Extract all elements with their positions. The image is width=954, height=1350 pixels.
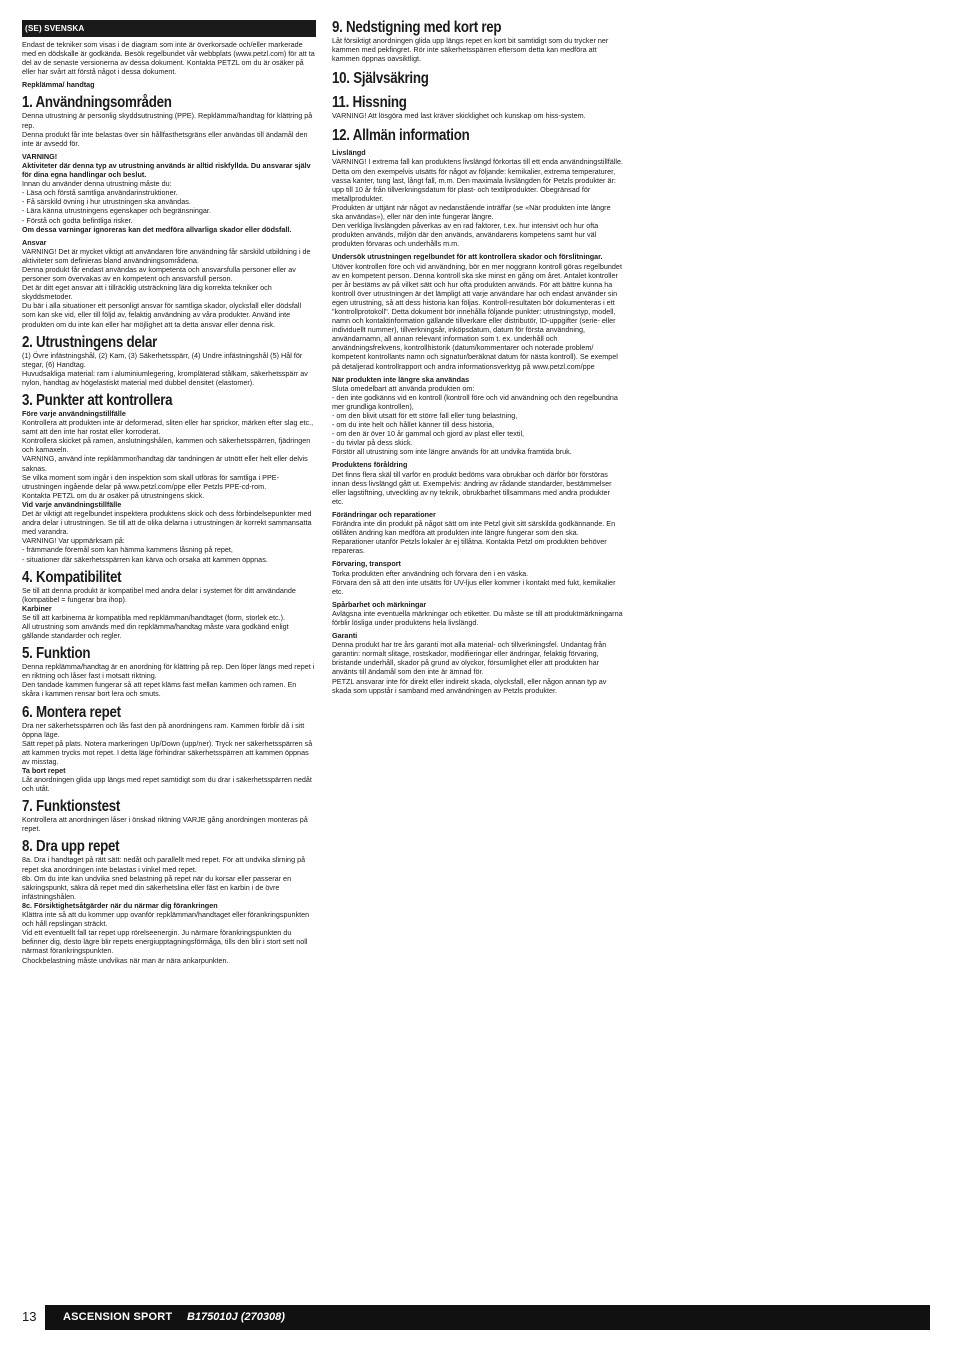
paragraph: Torka produkten efter användning och förvara den i en väska. bbox=[332, 568, 529, 578]
list-item: - Läsa och förstå samtliga användarinstruktioner. bbox=[22, 188, 178, 198]
paragraph: 8b. Om du inte kan undvika sned belastning på repet när du korsar eller passerar en säkringspunkt, säkra då repet med din säkerhetslina eller fäst en karbin i de övre infästningshålen. bbox=[22, 873, 292, 901]
subheading: Förändringar och reparationer bbox=[332, 509, 436, 519]
paragraph: VARNING! I extrema fall kan produktens livslängd förkortas till ett enda användningstillfälle. Detta om den exempelvis utsätts för något av följande: kemikalier, extrema temperaturer, vassa kanter, tung last, långt fall, m.m. Den maximala livslängden för Petzls produkter är: upp till 10 år från tillverkningsdatum för plast- och textilprodukter. Obegränsad för metallprodukter. bbox=[332, 157, 623, 203]
subheading: Ansvar bbox=[22, 237, 47, 247]
section-title-11: 11. Hissning bbox=[332, 94, 407, 112]
section-title-8: 8. Dra upp repet bbox=[22, 838, 120, 856]
subheading: Karbiner bbox=[22, 603, 52, 613]
warning-label: VARNING! bbox=[22, 151, 58, 161]
page-number: 13 bbox=[22, 1309, 37, 1324]
footer-bar bbox=[45, 1305, 930, 1330]
paragraph: VARNING! Det är mycket viktigt att användaren före användning får särskild utbildning i de aktiviteter som definieras bland användningsområdena. bbox=[22, 246, 311, 265]
paragraph: Förstör all utrustning som inte längre används för att undvika framtida bruk. bbox=[332, 447, 572, 457]
paragraph: Denna utrustning är personlig skyddsutrustning (PPE). Repklämma/handtag för klättring på rep. bbox=[22, 111, 313, 130]
subheading: Livslängd bbox=[332, 148, 366, 158]
paragraph: All utrustning som används med din repklämma/handtag måste vara godkänd enligt gällande standarder och regler. bbox=[22, 621, 289, 641]
paragraph: Låt försiktigt anordningen glida upp längs repet en kort bit samtidigt som du trycker ner kammen med pekfingret. Rör inte säkerhetsspärren eftersom detta kan medföra att kammen öppnas oavsiktligt. bbox=[332, 36, 609, 64]
section-title-10: 10. Självsäkring bbox=[332, 70, 429, 88]
section-title-6: 6. Montera repet bbox=[22, 703, 121, 721]
subheading: Vid varje användningstillfälle bbox=[22, 499, 122, 509]
section-title-3: 3. Punkter att kontrollera bbox=[22, 392, 173, 409]
section-title-2: 2. Utrustningens delar bbox=[22, 333, 158, 351]
paragraph: (1) Övre infästningshål, (2) Kam, (3) Säkerhetsspärr, (4) Undre infästningshål (5) Hål för stegar, (6) Handtag. bbox=[22, 350, 303, 369]
paragraph: Den tandade kammen fungerar så att repet kläms fast mellan kammen och ramen. En skåra i kammen rensar bort lera och smuts. bbox=[22, 680, 297, 699]
paragraph: Klättra inte så att du kommer upp ovanför repklämman/handtaget eller förankringspunkten och håll repslingan sträckt. bbox=[22, 910, 310, 929]
paragraph: Låt anordningen glida upp längs med repet samtidigt som du drar i säkerhetsspärren nedåt och utåt. bbox=[22, 775, 312, 794]
subheading: Förvaring, transport bbox=[332, 559, 401, 569]
paragraph: Kontrollera att anordningen låser i önskad riktning VARJE gång anordningen monteras på repet. bbox=[22, 815, 308, 834]
section-title-1: 1. Användningsområden bbox=[22, 94, 172, 112]
subheading: Undersök utrustningen regelbundet för att kontrollera skador och förslitningar. bbox=[332, 252, 603, 262]
paragraph: Chockbelastning måste undvikas när man är nära ankarpunkten. bbox=[22, 955, 229, 965]
list-item: - om du inte helt och hållet känner till dess historia, bbox=[332, 420, 495, 430]
paragraph: Avlägsna inte eventuella märkningar och etiketter. Du måste se till att produktmärkningarna förblir lösliga under produktens hela livslängd. bbox=[332, 608, 623, 627]
paragraph: Förvara den så att den inte utsätts för UV-ljus eller kommer i kontakt med fukt, kemikalier etc. bbox=[332, 577, 616, 596]
subheading: När produkten inte längre ska användas bbox=[332, 374, 470, 384]
paragraph: Det är ditt eget ansvar att i tillräcklig utsträckning lära dig korrekta tekniker och skyddsmetoder. bbox=[22, 283, 272, 302]
list-item: - Lära känna utrustningens egenskaper och begränsningar. bbox=[22, 206, 211, 216]
warning-bold: Aktiviteter där denna typ av utrustning används är alltid riskfyllda. Du ansvarar själv för dina egna handlingar och beslut. bbox=[22, 160, 311, 180]
section-title-7: 7. Funktionstest bbox=[22, 798, 121, 816]
subheading: Produktens föråldring bbox=[332, 460, 408, 470]
left-column bbox=[22, 20, 316, 965]
paragraph: VARNING, använd inte repklämmor/handtag där tandningen är utnött eller helt eller delvis saknas. bbox=[22, 454, 308, 473]
language-header: (SE) SVENSKA bbox=[22, 20, 316, 37]
paragraph: Kontrollera att produkten inte är deformerad, sliten eller har sprickor, märken efter slag etc., samt att den inte har rostat eller korroderat. bbox=[22, 418, 314, 437]
paragraph: Innan du använder denna utrustning måste du: bbox=[22, 179, 172, 189]
section-title-4: 4. Kompatibilitet bbox=[22, 568, 122, 586]
paragraph: Det finns flera skäl till varför en produkt bedöms vara obrukbar och därför bör förstöras innan dess livslängd gått ut. Exempelvis: ändring av rådande standarder, bestämmelser eller lagstiftning, utveckling av ny teknik, obrukbarhet tillsammans med andra produkter etc. bbox=[332, 469, 612, 506]
section-title-12: 12. Allmän information bbox=[332, 127, 470, 145]
list-item: - om den blivit utsatt för ett större fall eller tung belastning, bbox=[332, 411, 518, 420]
paragraph: VARNING! Var uppmärksam på: bbox=[22, 536, 125, 546]
list-item: - om den är över 10 år gammal och gjord av plast eller textil, bbox=[332, 429, 525, 439]
list-item: - situationer där säkerhetsspärren kan kärva och orsaka att kammen öppnas. bbox=[22, 554, 268, 564]
paragraph: Denna repklämma/handtag är en anordning för klättring på rep. Den löper längs med repet i en riktning och låser fast i motsatt riktning. bbox=[22, 662, 315, 681]
paragraph: Den verkliga livslängden påverkas av en rad faktorer, t.ex. hur intensivt och hur ofta produkten används, miljön där den används, användarens kompetens samt hur väl produkten förvaras och underhålls m.m. bbox=[332, 221, 599, 249]
paragraph: Se till att denna produkt är kompatibel med andra delar i systemet för ditt användande (kompatibel = fungerar bra ihop). bbox=[22, 585, 296, 604]
paragraph: Sluta omedelbart att använda produkten om: bbox=[332, 383, 475, 393]
product-type: Repklämma/ handtag bbox=[22, 80, 95, 90]
paragraph: Dra ner säkerhetsspärren och lås fast den på anordningens ram. Kammen förblir då i sitt öppna läge. bbox=[22, 720, 305, 739]
warning-end: Om dessa varningar ignoreras kan det medföra allvarliga skador eller dödsfall. bbox=[22, 224, 292, 234]
paragraph: Du bär i alla situationer ett personligt ansvar för samtliga skador, olycksfall eller dödsfall som kan ske vid, eller till följd av, felaktig användning av våra produkter. Använd inte produkten om du inte kan eller har möjlighet att ta detta ansvar eller denna risk. bbox=[22, 301, 302, 329]
subheading: Spårbarhet och märkningar bbox=[332, 599, 427, 609]
paragraph: Sätt repet på plats. Notera markeringen Up/Down (upp/ner). Tryck ner säkerhetsspärren så att kammen trycks mot repet. I detta läge förhindrar säkerhetsspärren att kammen öppnas av misstag. bbox=[22, 738, 313, 766]
list-item: - Få särskild övning i hur utrustningen ska användas. bbox=[22, 197, 191, 207]
subheading: Garanti bbox=[332, 631, 358, 641]
paragraph: Reparationer utanför Petzls lokaler är ej tillåtna. Kontakta Petzl om produkten behöver repareras. bbox=[332, 537, 607, 556]
list-item: - den inte godkänns vid en kontroll (kontroll före och vid användning och den regelbundna mer grundliga kontrollen), bbox=[332, 392, 618, 411]
subheading: Före varje användningstillfälle bbox=[22, 409, 126, 418]
paragraph: Vid ett eventuellt fall tar repet upp rörelseenergin. Ju närmare förankringspunkten du befinner dig, desto lägre blir repets energiupptagningsförmåga, tills den blir i stort sett noll närmast förankringspunkten. bbox=[22, 928, 308, 956]
right-column bbox=[332, 20, 624, 695]
section-title-5: 5. Funktion bbox=[22, 645, 91, 663]
paragraph: PETZL ansvarar inte för direkt eller indirekt skada, olycksfall, eller någon annan typ av skada som uppstår i samband med användningen av Petzls produkter. bbox=[332, 676, 607, 695]
paragraph: Se till att karbinerna är kompatibla med repklämman/handtaget (form, storlek etc.). bbox=[22, 612, 286, 622]
paragraph: 8a. Dra i handtaget på rätt sätt: nedåt och parallellt med repet. För att undvika slirning på repet ska anordningen inte belastas i vinkel med repet. bbox=[22, 855, 306, 874]
footer-reference: B175010J (270308) bbox=[187, 1311, 285, 1323]
footer-product-name: ASCENSION SPORT bbox=[63, 1311, 173, 1323]
paragraph: Denna produkt får inte belastas över sin hållfasthetsgräns eller användas till ändamål den inte är avsedd för. bbox=[22, 129, 308, 148]
list-item: - främmande föremål som kan hämma kammens låsning på repet, bbox=[22, 545, 233, 555]
paragraph: Kontrollera skicket på ramen, anslutningshålen, kammen och säkerhetsspärren, fjädringen och kamaxeln. bbox=[22, 436, 311, 455]
intro-text: Endast de tekniker som visas i de diagram som inte är överkorsade och/eller markerade med en dödskalle är godkända. Besök regelbundet vår webbplats (www.petzl.com) för att ta del av de senaste versionerna av dessa dokument. Kontakta PETZL om du är osäker på eller har svårt att förstå något i dessa dokument. bbox=[22, 40, 315, 77]
paragraph: Kontakta PETZL om du är osäker på utrustningens skick. bbox=[22, 490, 205, 500]
section-title-9: 9. Nedstigning med kort rep bbox=[332, 19, 502, 36]
paragraph: VARNING! Att lösgöra med last kräver skicklighet och kunskap om hiss-system. bbox=[332, 111, 586, 121]
paragraph: Se vilka moment som ingår i den inspektion som skall utföras för samtliga i PPE-utrustningen ingående delar på www.petzl.com/ppe eller Petzls PPE-cd-rom. bbox=[22, 472, 280, 491]
paragraph: Huvudsakliga material: ram i aluminiumlegering, krompläterad stålkam, säkerhetsspärr av nylon, handtag av högelastiskt material med dubbel densitet (elastomer). bbox=[22, 368, 308, 387]
paragraph: Denna produkt har tre års garanti mot alla material- och tillverkningsfel. Undantag från garantin: normalt slitage, rostskador, modifieringar eller ändringar, felaktig förvaring, bristande underhåll, skador på grund av olyckor, försumlighet eller att produkten har använts till ändamål som den inte är ämnad för. bbox=[332, 640, 607, 677]
paragraph: Produkten är uttjänt när något av nedanstående inträffar (se «När produkten inte längre ska användas»), eller när den inte fungerar längre. bbox=[332, 202, 611, 222]
subheading: Ta bort repet bbox=[22, 766, 66, 775]
paragraph: Det är viktigt att regelbundet inspektera produktens skick och dess förbindelsepunkter med andra delar i utrustningen. Se till att de olika delarna i utrustningen är korrekt sammansatta med varandra. bbox=[22, 509, 312, 537]
paragraph: Denna produkt får endast användas av kompetenta och ansvarsfulla personer eller av personer som övervakas av en kompetent och ansvarsfull person. bbox=[22, 264, 296, 284]
list-item: - Förstå och godta befintliga risker. bbox=[22, 215, 133, 225]
paragraph: Förändra inte din produkt på något sätt om inte Petzl givit sitt särskilda godkännande. En otillåten ändring kan medföra att produkten inte längre fungerar som den ska. bbox=[332, 519, 616, 538]
subheading: 8c. Försiktighetsåtgärder när du närmar dig förankringen bbox=[22, 900, 218, 910]
paragraph: Utöver kontrollen före och vid användning, bör en mer noggrann kontroll göras regelbundet av en kompetent person. Denna kontroll ska ske minst en gång om året. Antalet kontroller per år bestäms av på vilket sätt och hur ofta produkten används. För att bättre kunna ha kontroll över utrustningen är det lämpligt att varje användare har och endast använder sin egen utrustning, så att dess historia kan följas. Kontroll-resultaten bör dokumenteras i ett "kontrollprotokoll". Detta dokument bör innehålla följande punkter: utrustningstyp, modell, namn och kontaktinformation gällande tillverkare eller distributör, ID-uppgifter (serie- eller individuellt nummer), tillverkningsår, inköpsdatum, datum för första användning, användarnamn, all annan relevant information som t. ex. underhåll och användningsfrekvens, kontrollhistorik (datum/kommentarer och noterade problem/ kompetent kontrollants namn och signatur/beräknat datum för nästa kontroll). Se exempel på detaljerad kontrollrapport och andra informationsverktyg på www.petzl.com/ppe bbox=[332, 261, 622, 371]
list-item: - du tvivlar på dess skick. bbox=[332, 438, 413, 448]
